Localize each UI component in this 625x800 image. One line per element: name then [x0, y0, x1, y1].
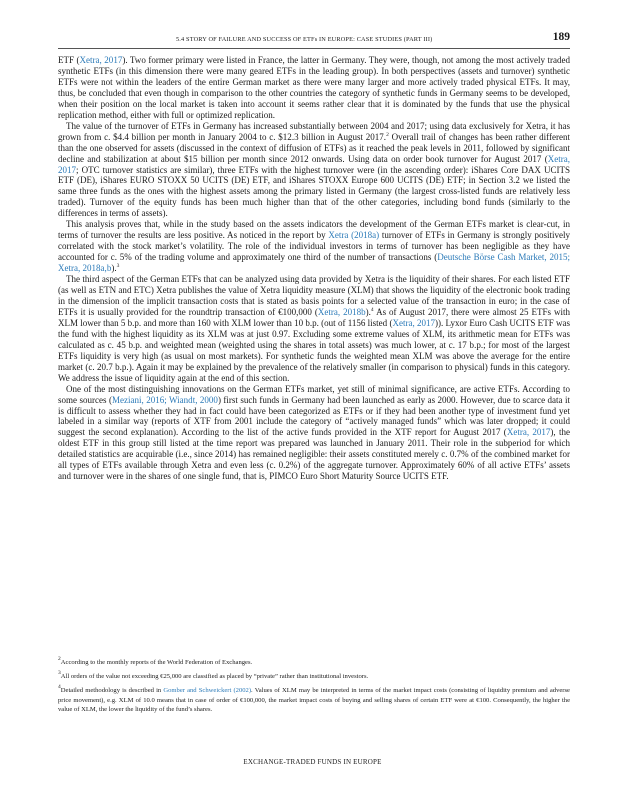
page-header	[58, 31, 570, 47]
paragraph-1: ETF (Xetra, 2017). Two former primary were listed in France, the latter in Germany. They were, though, not among the most actively traded synthetic ETFs (in this dimension there were many geared ETFs in the leading group). In both perspectives (assets and turnover) synthetic ETFs were not within the leaders of the entire German market as there were many larger and more actively traded physical ETFs. It may, thus, be concluded that even though in comparison to the other countries the category of synthetic funds in Germany seems to be developed, when their position on the local market is taken into account it seems rather clear that it is dominated by the funds that use the physical replication method, either with full or optimized replication.	[58, 55, 570, 120]
citation-link[interactable]: Xetra, 2017	[506, 427, 551, 438]
header-rule	[58, 48, 570, 49]
citation-link[interactable]: Xetra, 2017	[392, 317, 436, 328]
citation-link[interactable]: Xetra, 2018b	[317, 306, 366, 317]
footnote-ref[interactable]: 3	[116, 263, 120, 270]
paragraph-2: The value of the turnover of ETFs in Germany has increased substantially between 2004 and 2017; using data exclusively for Xetra, it has grown from c. $4.4 billion per month in January 2004 to c. $12.3 billion in August 2017.$^2$ Overall trail of changes has been rather different than the one observed for assets (discussed in the context of diffusion of ETFs) as it reached the peak levels in 2011, followed by significant decline and stabilization at about $15 billion per month since 2012 onwards. Using data on order book turnover for August 2017 (Xetra, 2017; OTC turnover statistics are similar), three ETFs with the highest turnover were (in the ascending order): iShares Core DAX UCITS ETF (DE), iShares EURO STOXX 50 UCITS (DE) ETF, and iShares STOXX Europe 600 UCITS (DE) ETF; in Section 3.2 we listed the same three funds as the ones with the highest assets among the primary listed in Germany (the largest cross-listed funds are relatively less traded). Turnover of the equity funds has been much higher than that of the other categories, including bond funds (similarly to the differences in terms of assets).	[58, 120, 571, 219]
citation-link[interactable]: Xetra, 2017	[79, 55, 123, 65]
citation-link[interactable]: Meziani, 2016; Wiandt, 2000	[111, 394, 218, 405]
paragraph-3: This analysis proves that, while in the study based on the assets indicators the development of the German ETFs market is clear-cut, in terms of turnover the results are less positive. As noticed in the report by Xetra (2018a) turnover of ETFs in Germany is strongly positively correlated with the stock market’s volatility. The role of the individual investors in terms of turnover has been negligible as they have accounted for c. 5% of the trading volume and approximately one third of the number of transactions (Deutsche Börse Cash Market, 2015; Xetra, 2018a,b).$^3$	[58, 219, 570, 274]
paragraph-5: One of the most distinguishing innovations on the German ETFs market, yet still of minimal significance, are active ETFs. According to some sources (Meziani, 2016; Wiandt, 2000) first such funds in Germany had been launched as early as 2000. However, due to scarce data it is difficult to assess whether they had in fact could have been categorized as ETFs or if they had been another type of investment fund yet labeled in a similar way (reports of XTF from 2001 include the category of “actively managed funds” which was later dropped; it could suggest the second explanation). According to the list of the active funds provided in the XTF report for August 2017 (Xetra, 2017), the oldest ETF in this group still listed at the time report was prepared was launched in January 2011. Their role in the subperiod for which detailed statistics are acquirable (i.e., since 2014) has remained negligible: their assets constituted merely c. 0.7% of the combined market for all types of ETFs available through Xetra and even less (c. 0.2%) of the aggregate turnover. Approximately 60% of all active ETFs’ assets and turnover were in the shares of one single fund, that is, PIMCO Euro Short Maturity Source UCITS ETF.	[58, 383, 570, 482]
footnote-ref[interactable]: 2	[386, 131, 389, 138]
footnote-2: $^2$According to the monthly reports of the World Federation of Exchanges.	[58, 656, 253, 666]
citation-link[interactable]: Xetra (2018a)	[328, 230, 380, 241]
paragraph-4: The third aspect of the German ETFs that can be analyzed using data provided by Xetra is the liquidity of their shares. For each listed ETF (as well as ETN and ETC) Xetra publishes the value of Xetra liquidity measure (XLM) that shows the liquidity of the electronic book trading in the dimension of the implicit transaction costs that is stated as basis points for a selected value of the transaction in euro; in the case of ETFs it is usually provided for the roundtrip transaction of €100,000 (Xetra, 2018b).$^4$ As of August 2017, there were almost 25 ETFs with XLM lower than 5 b.p. and more than 160 with XLM lower than 10 b.p. (out of 1156 listed (Xetra, 2017)). Lyxor Euro Cash UCITS ETF was the fund with the highest liquidity as its XLM was at just 0.97. Excluding some extreme values of XLM, its arithmetic mean for ETFs was calculated as c. 45 b.p. and weighted mean (weighted using the shares in total assets) was much lower, at c. 17 b.p.; for most of the largest ETFs liquidity is very high (as usual on most markets). For synthetic funds the weighted mean XLM was above the average for the entire market (c. 20.7 b.p.). Again it may be explained by the prevalence of the relatively smaller (in comparison to physical) funds in this category. We address the issue of liquidity again at the end of this section.	[58, 274, 570, 383]
body-text	[58, 55, 570, 482]
footnote-3: $^3$All orders of the value not exceeding €25,000 are classified as placed by “private” rather than institutional investors.	[58, 670, 369, 681]
citation-link[interactable]: Xetra, 2017	[58, 153, 570, 175]
footnote-4: $^4$Detailed methodology is described in Gomber and Schweickert (2002). Values of XLM may be interpreted in terms of the market impact costs (consisting of liquidity premium and adverse price movement), e.g. XLM of 10.0 means that in case of order of €100,000, the market impact costs of buying and selling shares of certain ETF were at €100. Consequently, the higher the value of XLM, the lower the liquidity of the fund’s shares.	[58, 684, 570, 714]
citation-link[interactable]: Gomber and Schweickert (2002)	[163, 687, 252, 695]
footnote-ref[interactable]: 4	[370, 306, 374, 313]
page-footer: EXCHANGE-TRADED FUNDS IN EUROPE	[243, 758, 382, 766]
citation-link[interactable]: Deutsche Börse Cash Market, 2015; Xetra, 2018a,b	[58, 252, 570, 274]
running-title: 5.4 STORY OF FAILURE AND SUCCESS OF ETFs IN EUROPE: CASE STUDIES (PART III)	[176, 36, 433, 43]
page-number: 189	[552, 31, 570, 43]
footnotes	[58, 658, 570, 719]
